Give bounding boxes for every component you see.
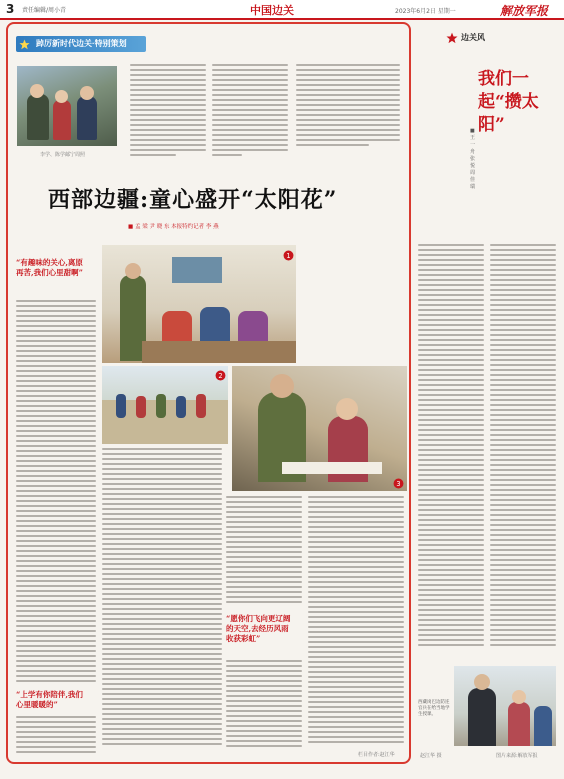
page-number: 3 xyxy=(6,2,15,16)
photo-3-badge-icon xyxy=(393,478,404,489)
sidebar-title xyxy=(478,68,548,137)
body-text-col2 xyxy=(102,448,222,748)
subhead-2-text: “上学有你陪伴,我们心里暖暖的” xyxy=(16,690,83,709)
sidebar-byline xyxy=(470,128,480,191)
svg-text:2: 2 xyxy=(218,372,223,381)
sidebar-byline-text: ■ 王 一 舟 张 悦 周 佳 瑞 xyxy=(470,128,476,190)
sidebar-photo-credit: 赵江华 摄 xyxy=(420,753,442,759)
intro-text-col3 xyxy=(296,64,400,154)
sidebar-title-text: 我们一起“攒太阳” xyxy=(478,69,539,135)
issue-date: 2023年6月2日 星期一 xyxy=(395,8,456,15)
feature-banner xyxy=(16,36,146,52)
sidebar-text-a xyxy=(418,244,484,650)
body-text-col4 xyxy=(308,496,404,758)
banner-star-icon xyxy=(19,39,30,50)
section-title: 中国边关 xyxy=(250,4,294,17)
sidebar-photo-caption xyxy=(418,700,452,718)
photo-playground xyxy=(102,366,228,444)
newspaper-brand: 解放军报 xyxy=(500,4,549,18)
subhead-2 xyxy=(16,690,86,710)
sidebar-emblem-icon xyxy=(446,32,458,44)
feature-byline: ■ 孟 梁 尹 晓 东 本报特约记者 李 燕 xyxy=(128,224,219,230)
header-rule xyxy=(0,18,564,20)
body-text-col3 xyxy=(226,496,302,608)
photo-tutoring xyxy=(232,366,407,491)
frame-credit: 栏目作者:赵江华 xyxy=(358,752,395,758)
page-photo-source: 图片来源:解放军报 xyxy=(496,753,538,759)
top-photo xyxy=(17,66,117,146)
intro-text-col1 xyxy=(130,64,206,159)
body-text-left xyxy=(16,300,96,685)
feature-headline: 西部边疆:童心盛开“太阳花” xyxy=(48,187,338,213)
photo-2-badge-icon xyxy=(215,370,226,381)
editor-credit: 责任编辑/周小青 xyxy=(22,7,67,14)
sidebar-text-b xyxy=(490,244,556,650)
sidebar-photo xyxy=(454,666,556,746)
top-photo-caption: 李学、陈学邮宁周照 xyxy=(40,152,86,158)
photo-1-badge-icon xyxy=(283,250,294,261)
svg-text:1: 1 xyxy=(286,252,291,261)
subhead-3 xyxy=(226,614,292,644)
sidebar-tag: 边关风 xyxy=(461,33,485,42)
sidebar-photo-caption-text: 西藏岗巴边防连官兵在给当地学生授课。 xyxy=(418,700,450,717)
subhead-3-text: “愿你们飞向更辽阔的天空,去经历风雨收获彩虹” xyxy=(226,614,291,643)
subhead-1-text: “有趣味的关心,离原再苦,我们心里甜啊” xyxy=(16,258,83,277)
body-text-col3-bottom xyxy=(226,660,302,756)
svg-text:3: 3 xyxy=(396,480,401,489)
banner-label: 踔厉新时代边关·特别策划 xyxy=(36,39,127,48)
subhead-1 xyxy=(16,258,86,278)
photo-classroom xyxy=(102,245,296,363)
intro-text-col2 xyxy=(212,64,288,159)
body-text-left-bottom xyxy=(16,716,96,756)
